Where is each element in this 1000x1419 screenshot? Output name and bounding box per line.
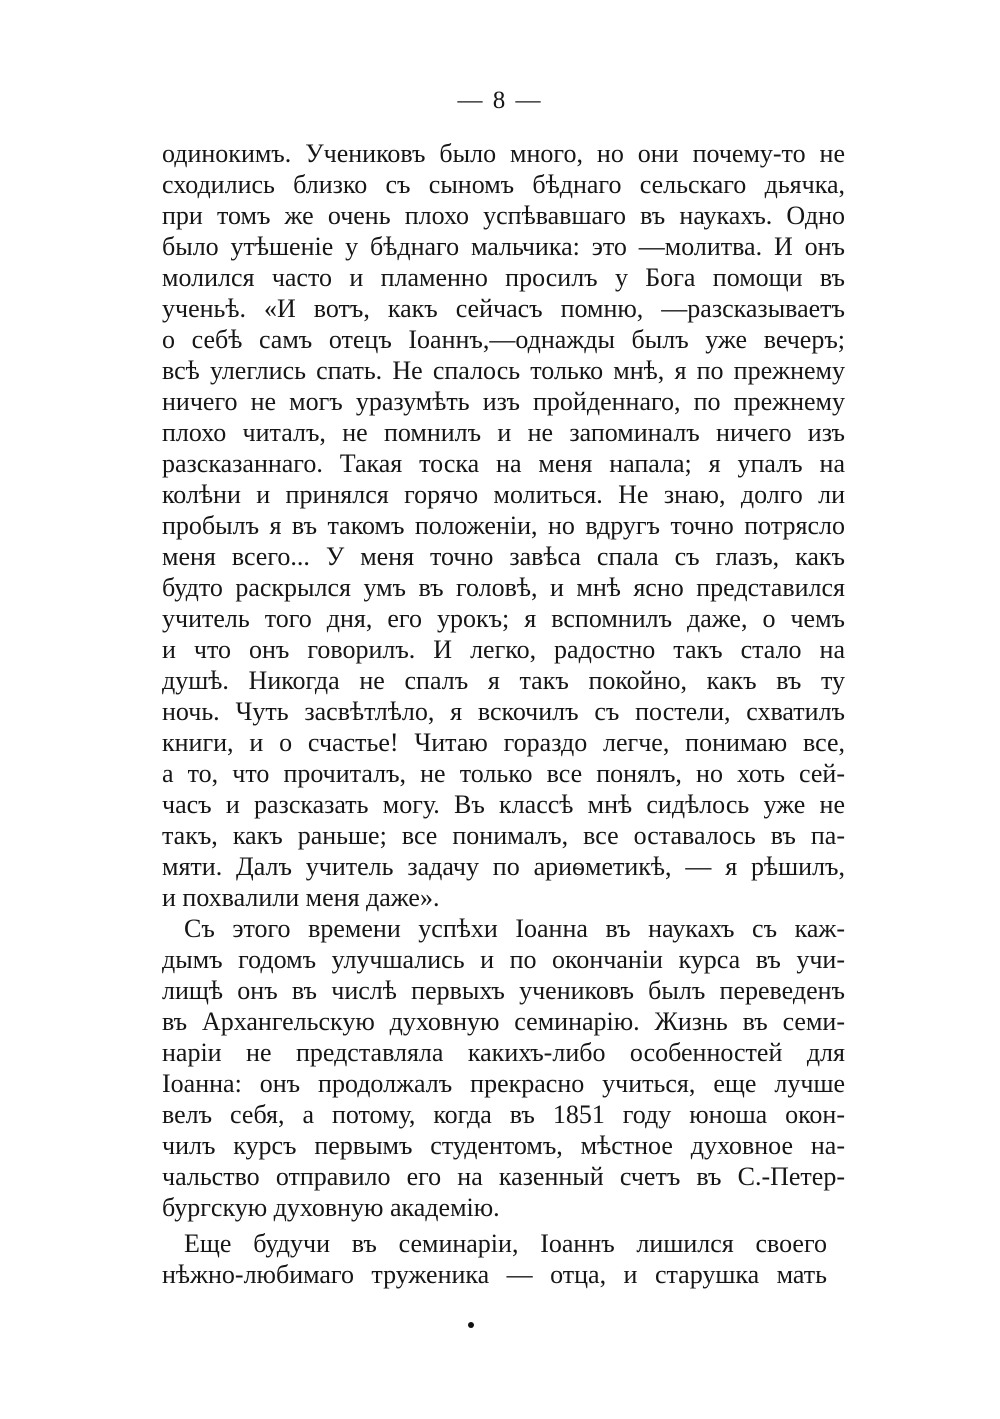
text-line: чальство отправило его на казенный счетъ въ С.-Петер- xyxy=(162,1162,845,1191)
text-line: часъ и разсказать могу. Въ классѣ мнѣ сидѣлось уже не xyxy=(162,790,845,819)
text-line: разсказаннаго. Такая тоска на меня напала; я упалъ на xyxy=(162,449,845,478)
text-line: сходились близко съ сыномъ бѣднаго сельскаго дьячка, xyxy=(162,170,845,199)
text-line: меня всего... У меня точно завѣса спала съ глазъ, какъ xyxy=(162,542,845,571)
paragraph-3 xyxy=(162,1228,827,1290)
text-line: въ Архангельскую духовную семинарію. Жизнь въ семи- xyxy=(162,1007,845,1036)
text-line: лищѣ онъ въ числѣ первыхъ учениковъ былъ переведенъ xyxy=(162,976,845,1005)
text-line: наріи не представляла какихъ-либо особенностей для xyxy=(162,1038,845,1067)
text-line: учитель того дня, его урокъ; я вспомнилъ даже, о чемъ xyxy=(162,604,845,633)
text-line: и что онъ говорилъ. И легко, радостно такъ стало на xyxy=(162,635,845,664)
scan-dot-mark xyxy=(468,1322,474,1328)
page-number: — 8 — xyxy=(457,87,543,114)
text-line: а то, что прочиталъ, не только все понялъ, но хоть сей- xyxy=(162,759,845,788)
text-line: будто раскрылся умъ въ головѣ, и мнѣ ясно представился xyxy=(162,573,845,602)
text-line: такъ, какъ раньше; все понималъ, все оставалось въ па- xyxy=(162,821,845,850)
text-line: Съ этого времени успѣхи Іоанна въ наукахъ съ каж- xyxy=(184,914,845,943)
text-line: колѣни и принялся горячо молиться. Не знаю, долго ли xyxy=(162,480,845,509)
text-line: велъ себя, а потому, когда въ 1851 году юноша окон- xyxy=(162,1100,845,1129)
text-line: ничего не могъ уразумѣть изъ пройденнаго, по прежнему xyxy=(162,387,845,416)
text-line: душѣ. Никогда не спалъ я такъ покойно, какъ въ ту xyxy=(162,666,845,695)
text-line: Еще будучи въ семинаріи, Іоаннъ лишился своего xyxy=(184,1229,827,1258)
text-line: при томъ же очень плохо успѣвавшаго въ наукахъ. Одно xyxy=(162,201,845,230)
text-line: и похвалили меня даже». xyxy=(162,883,440,912)
text-line: ночь. Чуть засвѣтлѣло, я вскочилъ съ постели, схватилъ xyxy=(162,697,845,726)
text-line: всѣ улеглись спать. Не спалось только мнѣ, я по прежнему xyxy=(162,356,845,385)
text-line: чилъ курсъ первымъ студентомъ, мѣстное духовное на- xyxy=(162,1131,845,1160)
text-line: пробылъ я въ такомъ положеніи, но вдругъ точно потрясло xyxy=(162,511,845,540)
text-line: мяти. Далъ учитель задачу по ариѳметикѣ, — я рѣшилъ, xyxy=(162,852,845,881)
text-line: одинокимъ. Учениковъ было много, но они почему-то не xyxy=(162,139,845,168)
text-line: книги, и о счастье! Читаю гораздо легче, понимаю все, xyxy=(162,728,845,757)
text-line: молился часто и пламенно просилъ у Бога помощи въ xyxy=(162,263,845,292)
text-line: нѣжно-любимаго труженика — отца, и старушка мать xyxy=(162,1260,827,1289)
text-line: плохо читалъ, не помнилъ и не запоминалъ ничего изъ xyxy=(162,418,845,447)
text-line: дымъ годомъ улучшались и по окончаніи курса въ учи- xyxy=(162,945,845,974)
text-line: было утѣшеніе у бѣднаго мальчика: это —молитва. И онъ xyxy=(162,232,845,261)
paragraph-2 xyxy=(162,913,845,1223)
text-line: ученьѣ. «И вотъ, какъ сейчасъ помню, —разсказываетъ xyxy=(162,294,845,323)
text-line: о себѣ самъ отецъ Іоаннъ,—однажды былъ уже вечеръ; xyxy=(162,325,845,354)
paragraph-1 xyxy=(162,138,845,913)
text-line: Іоанна: онъ продолжалъ прекрасно учиться, еще лучше xyxy=(162,1069,845,1098)
text-line: бургскую духовную академію. xyxy=(162,1193,500,1222)
